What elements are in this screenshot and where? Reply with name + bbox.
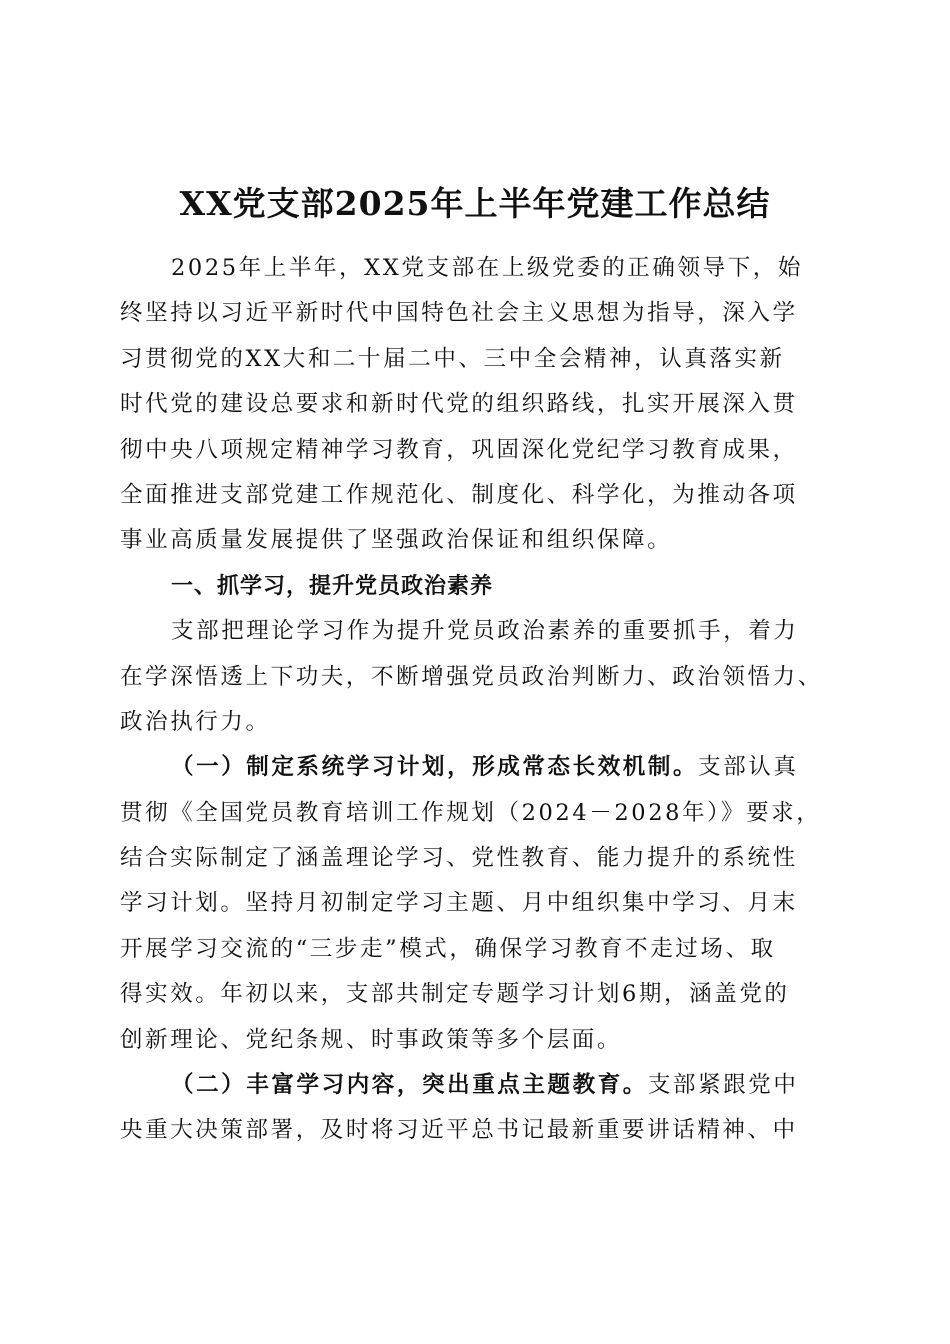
paragraph-line: 终坚持以习近平新时代中国特色社会主义思想为指导，深入学 — [120, 300, 798, 327]
paragraph-line: 事业高质量发展提供了坚强政治保证和组织保障。 — [120, 527, 673, 554]
paragraph-line: 创新理论、党纪条规、时事政策等多个层面。 — [120, 1026, 623, 1053]
paragraph-line: 在学深悟透上下功夫，不断增强党员政治判断力、政治领悟力、 — [120, 663, 823, 690]
paragraph-line: 支部把理论学习作为提升党员政治素养的重要抓手，着力 — [171, 618, 799, 645]
paragraph-line: 得实效。年初以来，支部共制定专题学习计划6期，涵盖党的 — [120, 981, 790, 1008]
paragraph-line: 学习计划。坚持月初制定学习主题、月中组织集中学习、月末 — [120, 890, 798, 917]
paragraph-text: 支部认真 — [698, 754, 799, 781]
paragraph-text: 支部紧跟党中 — [647, 1072, 799, 1099]
section-heading: 一、抓学习，提升党员政治素养 — [171, 573, 494, 599]
paragraph-line: 开展学习交流的“三步走”模式，确保学习教育不走过场、取 — [120, 935, 776, 962]
paragraph-line: 结合实际制定了涵盖理论学习、党性教育、能力提升的系统性 — [120, 845, 798, 872]
paragraph-line: 贯彻《全国党员教育培训工作规划（2024－2028年）》要求， — [120, 799, 822, 826]
subsection-heading: （二）丰富学习内容，突出重点主题教育。 — [171, 1072, 648, 1099]
paragraph-line: 政治执行力。 — [120, 708, 271, 735]
paragraph-line: 习贯彻党的XX大和二十届二中、三中全会精神，认真落实新 — [120, 345, 785, 372]
paragraph-line: 时代党的建设总要求和新时代党的组织路线，扎实开展深入贯 — [120, 391, 798, 418]
paragraph-line — [120, 745, 840, 790]
paragraph-line: 央重大决策部署，及时将习近平总书记最新重要讲话精神、中 — [120, 1117, 798, 1144]
document-body — [120, 246, 840, 1154]
paragraph-line: 彻中央八项规定精神学习教育，巩固深化党纪学习教育成果， — [120, 436, 798, 463]
paragraph-line — [120, 1063, 840, 1108]
paragraph-line: 全面推进支部党建工作规范化、制度化、科学化，为推动各项 — [120, 481, 798, 508]
subsection-heading: （一）制定系统学习计划，形成常态长效机制。 — [171, 754, 699, 781]
paragraph-line: 2025年上半年，XX党支部在上级党委的正确领导下，始 — [171, 255, 803, 281]
document-title: XX党支部2025年上半年党建工作总结 — [179, 184, 771, 223]
